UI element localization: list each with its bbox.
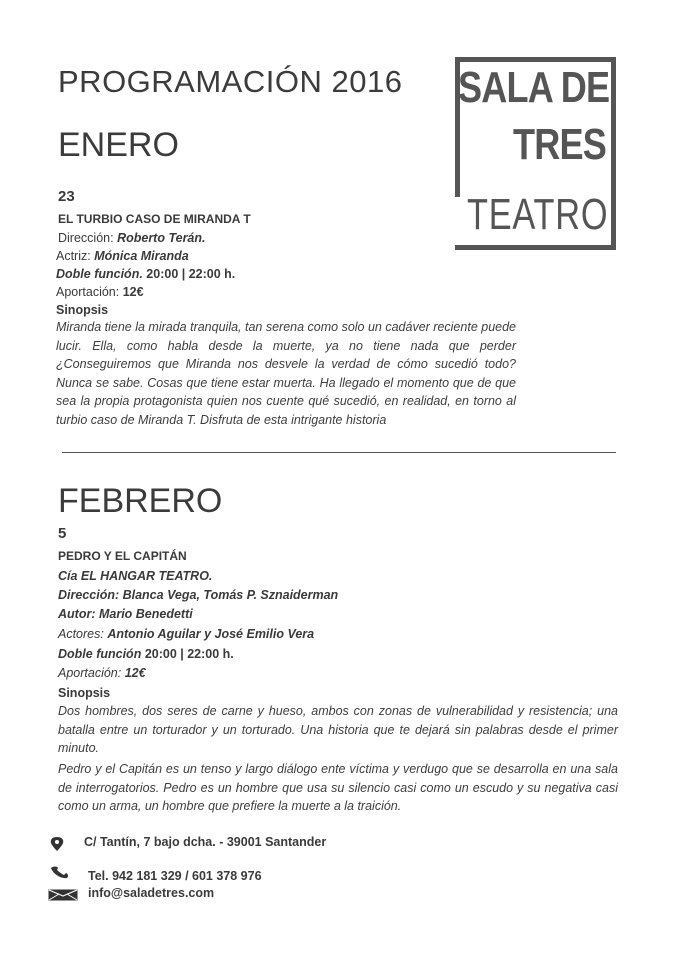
synopsis-label: Sinopsis (56, 303, 109, 317)
actress-value: Mónica Miranda (94, 249, 189, 263)
double-show-times: 20:00 | 22:00 h. (144, 647, 234, 661)
section-divider (62, 452, 616, 453)
direction-value: Roberto Terán. (117, 231, 206, 245)
actress-label: Actriz: (56, 249, 91, 263)
direction-label: Dirección: (58, 231, 114, 245)
logo (455, 57, 616, 250)
location-pin-icon (48, 836, 66, 852)
show-title: PEDRO Y EL CAPITÁN (58, 549, 187, 563)
actors-line (58, 625, 314, 644)
phone: Tel. 942 181 329 / 601 378 976 (88, 869, 262, 883)
synopsis-text: Pedro y el Capitán es un tenso y largo diálogo ente víctima y verdugo que se desarrolla en una sala de interrogatorios. Pedro es un hombre que usa su silencio casi como un escudo y su negativa casi como un arma, un hombre que prefiere la muerte a la traición. (58, 762, 618, 813)
double-show-label: Doble función. (56, 267, 143, 281)
author-line: Autor: Mario Benedetti (58, 607, 193, 621)
price-value: 12€ (124, 666, 146, 680)
logo-frame (611, 57, 616, 250)
double-show-times: 20:00 | 22:00 h. (146, 267, 236, 281)
logo-text-line2: TRES (513, 120, 606, 169)
email-link[interactable]: info@saladetres.com (88, 886, 215, 900)
double-show-label: Doble función (58, 647, 142, 661)
logo-frame (455, 57, 616, 62)
actors-value: Antonio Aguilar y José Emilio Vera (107, 627, 315, 641)
double-show-line (58, 645, 234, 664)
price-label: Aportación: (58, 666, 122, 680)
month-heading-february: FEBRERO (58, 482, 223, 520)
direction-line (58, 229, 206, 248)
phone-icon (49, 865, 71, 879)
synopsis-text: Dos hombres, dos seres de carne y hueso, ambos con zonas de vulnerabilidad y resistencia; una batalla entre un torturador y un torturado. Una historia que te dejará sin palabras desde el primer minuto. (58, 704, 618, 755)
month-heading-january: ENERO (58, 126, 179, 164)
envelope-icon (48, 888, 78, 900)
direction-line: Dirección: Blanca Vega, Tomás P. Sznaiderman (58, 588, 339, 602)
double-show-line (56, 265, 235, 284)
company-line: Cía EL HANGAR TEATRO. (58, 569, 213, 583)
actress-line (56, 247, 189, 266)
price-value: 12€ (122, 285, 144, 299)
event-day: 5 (58, 525, 67, 542)
price-label: Aportación: (56, 285, 120, 299)
show-title: EL TURBIO CASO DE MIRANDA T (58, 212, 251, 226)
event-day: 23 (58, 188, 75, 205)
price-line (58, 664, 146, 683)
actors-label: Actores: (58, 627, 104, 641)
logo-text-line1: SALA DE (458, 63, 610, 112)
logo-frame (455, 245, 616, 250)
logo-text-line3: TEATRO (467, 190, 609, 239)
synopsis-text: Miranda tiene la mirada tranquila, tan serena como solo un cadáver reciente puede lucir. Ella, como habla desde la muerte, ya no tiene nada que perder ¿Conseguiremos que Miranda nos desvele la verdad de cómo sucedió todo? Nunca se sabe. Cosas que tiene estar muerta. Ha llegado el momento que de que sea la propia protagonista quien nos cuente qué sucedió, en realidad, en torno al turbio caso de Miranda T. Disfruta de esta intrigante historia (56, 320, 516, 427)
address: C/ Tantín, 7 bajo dcha. - 39001 Santander (84, 835, 327, 849)
synopsis-label: Sinopsis (58, 686, 111, 700)
page-title: PROGRAMACIÓN 2016 (58, 64, 403, 99)
price-line (56, 283, 144, 302)
